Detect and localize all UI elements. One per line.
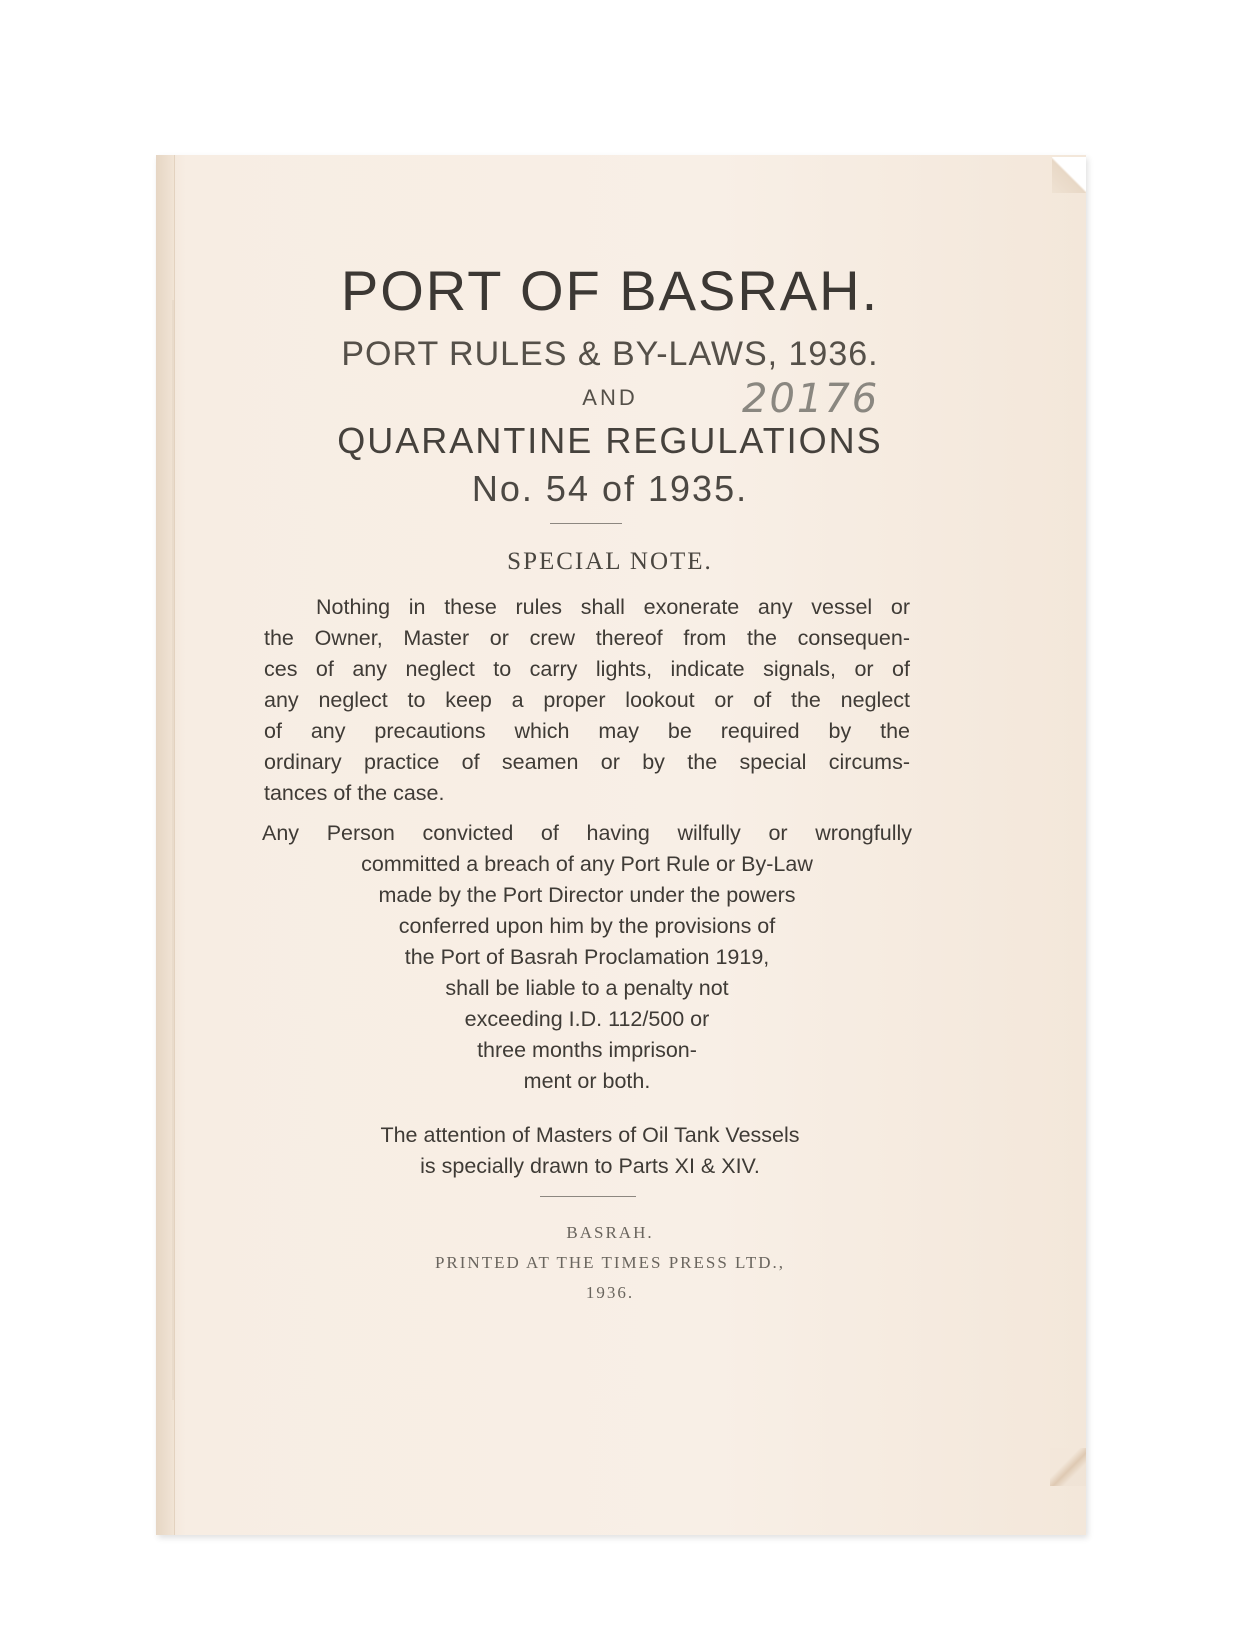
page-corner-bottom xyxy=(1050,1448,1086,1486)
special-note-heading: SPECIAL NOTE. xyxy=(507,548,713,575)
printer-imprint xyxy=(270,1218,950,1308)
paragraph-line: ces of any neglect to carry lights, indicate signals, or of xyxy=(264,657,910,681)
paragraph-line: Nothing in these rules shall exonerate any vessel or xyxy=(316,595,910,619)
regulations-heading: QUARANTINE REGULATIONS xyxy=(337,420,883,461)
paragraph-line: the Port of Basrah Proclamation 1919, xyxy=(404,945,770,969)
paragraph-line: ordinary practice of seamen or by the special circums- xyxy=(264,750,910,774)
imprint-place: BASRAH. xyxy=(566,1223,654,1242)
imprint-year: 1936. xyxy=(585,1283,635,1302)
paragraph-line: any neglect to keep a proper lookout or of the neglect xyxy=(264,688,910,712)
handwritten-note: 20176 xyxy=(742,376,880,422)
divider-rule xyxy=(550,523,622,524)
divider-rule xyxy=(540,1196,636,1197)
paragraph-line: The attention of Masters of Oil Tank Vessels xyxy=(380,1123,800,1147)
paragraph-line: three months imprison- xyxy=(477,1038,697,1062)
paragraph-line: exceeding I.D. 112/500 or xyxy=(464,1007,710,1031)
paragraph-line: of any precautions which may be required by the xyxy=(264,719,910,743)
paragraph-line: Any Person convicted of having wilfully or wrongfully xyxy=(262,821,912,845)
document-subtitle: PORT RULES & BY-LAWS, 1936. xyxy=(341,335,879,373)
page-fold xyxy=(172,300,174,1400)
imprint-printer: PRINTED AT THE TIMES PRESS LTD., xyxy=(434,1253,786,1272)
page-corner-top xyxy=(1052,157,1086,193)
document-title: PORT OF BASRAH. xyxy=(340,259,880,322)
regulation-number: No. 54 of 1935. xyxy=(471,468,749,509)
paragraph-line: conferred upon him by the provisions of xyxy=(398,914,776,938)
special-note-paragraph xyxy=(264,592,910,809)
paragraph-line: tances of the case. xyxy=(264,781,445,805)
paragraph-line: is specially drawn to Parts XI & XIV. xyxy=(420,1154,760,1178)
paragraph-line: shall be liable to a penalty not xyxy=(445,976,729,1000)
penalty-paragraph xyxy=(262,818,912,1097)
paragraph-line: made by the Port Director under the powers xyxy=(378,883,796,907)
paragraph-line: the Owner, Master or crew thereof from the consequen- xyxy=(264,626,910,650)
paragraph-line: committed a breach of any Port Rule or By-Law xyxy=(361,852,813,876)
paragraph-line: ment or both. xyxy=(523,1069,651,1093)
oil-tank-notice xyxy=(290,1120,890,1182)
conjunction-text: AND xyxy=(582,385,638,410)
